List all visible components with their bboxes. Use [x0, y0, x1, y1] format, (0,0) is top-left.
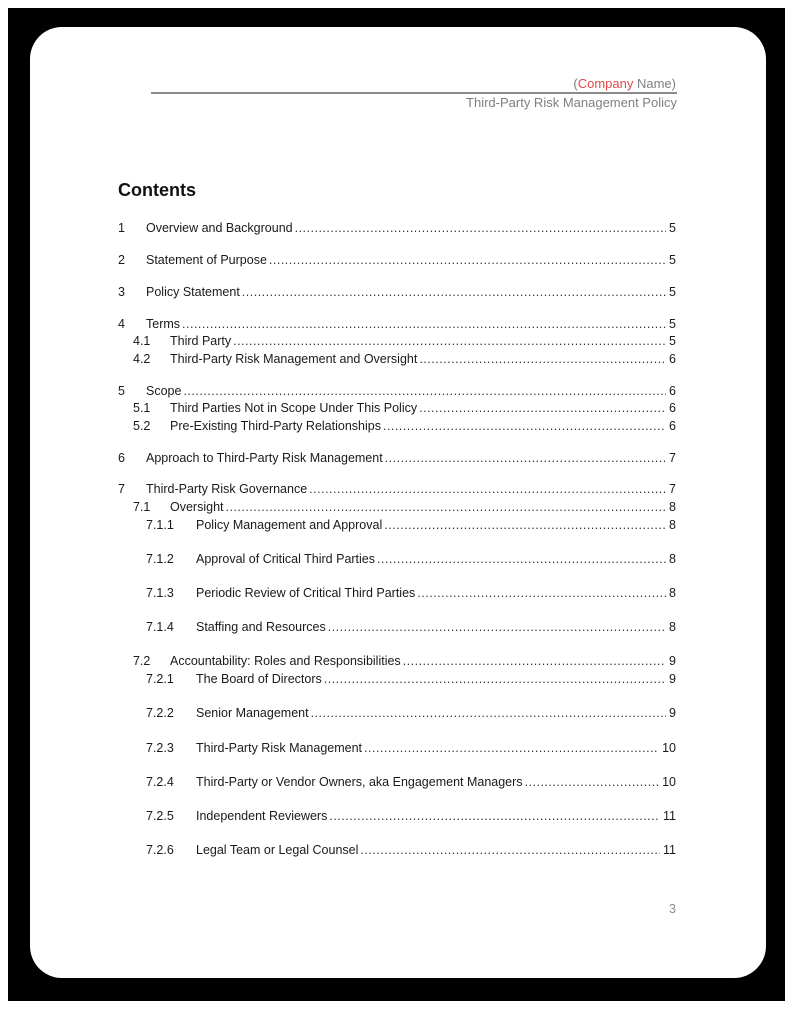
toc-entry-page: 8	[669, 518, 676, 532]
toc-entry-text: Independent Reviewers	[196, 809, 328, 823]
company-placeholder: Company	[577, 76, 634, 91]
toc-entry-text: Scope	[146, 384, 182, 398]
dot-leader	[377, 550, 666, 568]
toc-entry-number: 7.2.3	[146, 741, 174, 755]
toc-entry-number: 7.2.2	[146, 706, 174, 720]
toc-entry-page: 8	[669, 586, 676, 600]
toc-entry-number: 4.2	[133, 352, 151, 366]
toc-entry-page: 6	[669, 401, 676, 415]
toc-entry-text: Legal Team or Legal Counsel	[196, 843, 359, 857]
dot-leader	[233, 332, 666, 350]
toc-entry-number: 7.1.1	[146, 518, 174, 532]
dot-leader	[403, 652, 666, 670]
toc-entry[interactable]	[0, 315, 795, 333]
toc-entry[interactable]	[0, 480, 795, 498]
dot-leader	[309, 480, 666, 498]
toc-entry-number: 7.2.4	[146, 775, 174, 789]
toc-entry[interactable]	[0, 332, 795, 350]
toc-entry-page: 8	[669, 500, 676, 514]
header-company-name	[573, 76, 676, 91]
dot-leader	[295, 219, 666, 237]
toc-entry-page: 5	[669, 285, 676, 299]
toc-entry-page: 6	[669, 352, 676, 366]
dot-leader	[329, 807, 660, 825]
toc-entry-text: Approach to Third-Party Risk Management	[146, 451, 383, 465]
toc-entry[interactable]	[0, 219, 795, 237]
toc-entry-number: 7.2.1	[146, 672, 174, 686]
toc-entry[interactable]	[0, 283, 795, 301]
dot-leader	[183, 382, 666, 400]
toc-entry-text: Third-Party or Vendor Owners, aka Engagement Managers	[196, 775, 523, 789]
dot-leader	[383, 417, 666, 435]
dot-leader	[385, 449, 666, 467]
toc-entry-text: Oversight	[170, 500, 224, 514]
toc-entry-text: Third Parties Not in Scope Under This Policy	[170, 401, 418, 415]
toc-entry-page: 5	[669, 317, 676, 331]
toc-entry-number: 7	[118, 482, 125, 496]
toc-entry-number: 1	[118, 221, 125, 235]
toc-entry-page: 8	[669, 620, 676, 634]
dot-leader	[419, 350, 666, 368]
toc-entry[interactable]	[0, 399, 795, 417]
toc-entry[interactable]	[0, 417, 795, 435]
dot-leader	[360, 841, 660, 859]
dot-leader	[311, 704, 666, 722]
toc-entry-text: Senior Management	[196, 706, 309, 720]
toc-entry[interactable]	[0, 807, 795, 825]
toc-entry[interactable]	[0, 618, 795, 636]
toc-entry-page: 5	[669, 253, 676, 267]
toc-entry-text: Statement of Purpose	[146, 253, 267, 267]
header-rule	[151, 92, 677, 94]
company-name-label: Name)	[633, 76, 676, 91]
toc-entry-page: 6	[669, 384, 676, 398]
toc-entry-text: The Board of Directors	[196, 672, 322, 686]
toc-entry-page: 10	[662, 775, 676, 789]
toc-entry[interactable]	[0, 670, 795, 688]
toc-entry-number: 4	[118, 317, 125, 331]
toc-entry[interactable]	[0, 498, 795, 516]
toc-entry-text: Overview and Background	[146, 221, 293, 235]
toc-entry-page: 11	[663, 809, 676, 823]
toc-entry-page: 7	[669, 451, 676, 465]
toc-entry-text: Third-Party Risk Governance	[146, 482, 308, 496]
toc-entry-number: 5.1	[133, 401, 151, 415]
toc-entry-number: 6	[118, 451, 125, 465]
toc-entry[interactable]	[0, 516, 795, 534]
dot-leader	[328, 618, 666, 636]
toc-entry-number: 5	[118, 384, 125, 398]
toc-entry[interactable]	[0, 841, 795, 859]
toc-entry-number: 7.2.6	[146, 843, 174, 857]
toc-title: Contents	[118, 180, 196, 200]
toc-entry[interactable]	[0, 739, 795, 757]
toc-entry-number: 4.1	[133, 334, 151, 348]
toc-entry-text: Approval of Critical Third Parties	[196, 552, 376, 566]
dot-leader	[242, 283, 666, 301]
toc-entry[interactable]	[0, 704, 795, 722]
dot-leader	[384, 516, 666, 534]
toc-entry[interactable]	[0, 350, 795, 368]
toc-entry-text: Third-Party Risk Management and Oversight	[170, 352, 418, 366]
toc-entry-text: Policy Statement	[146, 285, 240, 299]
toc-entry-number: 7.1.3	[146, 586, 174, 600]
toc-entry[interactable]	[0, 382, 795, 400]
toc-entry-text: Terms	[146, 317, 181, 331]
toc-entry-text: Staffing and Resources	[196, 620, 326, 634]
toc-entry-text: Periodic Review of Critical Third Parties	[196, 586, 416, 600]
dot-leader	[525, 773, 660, 791]
toc-entry-page: 10	[662, 741, 676, 755]
toc-entry-page: 9	[669, 706, 676, 720]
toc-entry-text: Third Party	[170, 334, 232, 348]
toc-entry-number: 7.1.4	[146, 620, 174, 634]
toc-entry-number: 2	[118, 253, 125, 267]
toc-entry-page: 5	[669, 221, 676, 235]
toc-entry-number: 7.2.5	[146, 809, 174, 823]
toc-entry[interactable]	[0, 550, 795, 568]
toc-entry-page: 9	[669, 672, 676, 686]
dot-leader	[269, 251, 666, 269]
toc-entry-page: 11	[663, 843, 676, 857]
toc-entry-text: Third-Party Risk Management	[196, 741, 363, 755]
toc-entry-text: Policy Management and Approval	[196, 518, 383, 532]
toc-entry-number: 5.2	[133, 419, 151, 433]
dot-leader	[226, 498, 667, 516]
toc-entry-number: 3	[118, 285, 125, 299]
toc-entry[interactable]	[0, 652, 795, 670]
company-paren-open: (	[573, 76, 578, 91]
dot-leader	[417, 584, 666, 602]
dot-leader	[419, 399, 666, 417]
toc-entry-number: 7.1	[133, 500, 151, 514]
toc-entry-page: 9	[669, 654, 676, 668]
toc-entry-text: Accountability: Roles and Responsibilities	[170, 654, 401, 668]
header-document-title: Third-Party Risk Management Policy	[466, 95, 677, 110]
toc-entry[interactable]	[0, 773, 795, 791]
dot-leader	[324, 670, 666, 688]
toc-entry-text: Pre-Existing Third-Party Relationships	[170, 419, 381, 433]
dot-leader	[364, 739, 659, 757]
toc-entry-page: 5	[669, 334, 676, 348]
toc-entry[interactable]	[0, 584, 795, 602]
toc-entry-number: 7.1.2	[146, 552, 174, 566]
toc-entry-page: 6	[669, 419, 676, 433]
toc-entry-page: 7	[669, 482, 676, 496]
footer-page-number: 3	[669, 902, 676, 916]
toc-entry[interactable]	[0, 251, 795, 269]
dot-leader	[182, 315, 666, 333]
toc-entry-page: 8	[669, 552, 676, 566]
toc-entry[interactable]	[0, 449, 795, 467]
toc-entry-number: 7.2	[133, 654, 151, 668]
